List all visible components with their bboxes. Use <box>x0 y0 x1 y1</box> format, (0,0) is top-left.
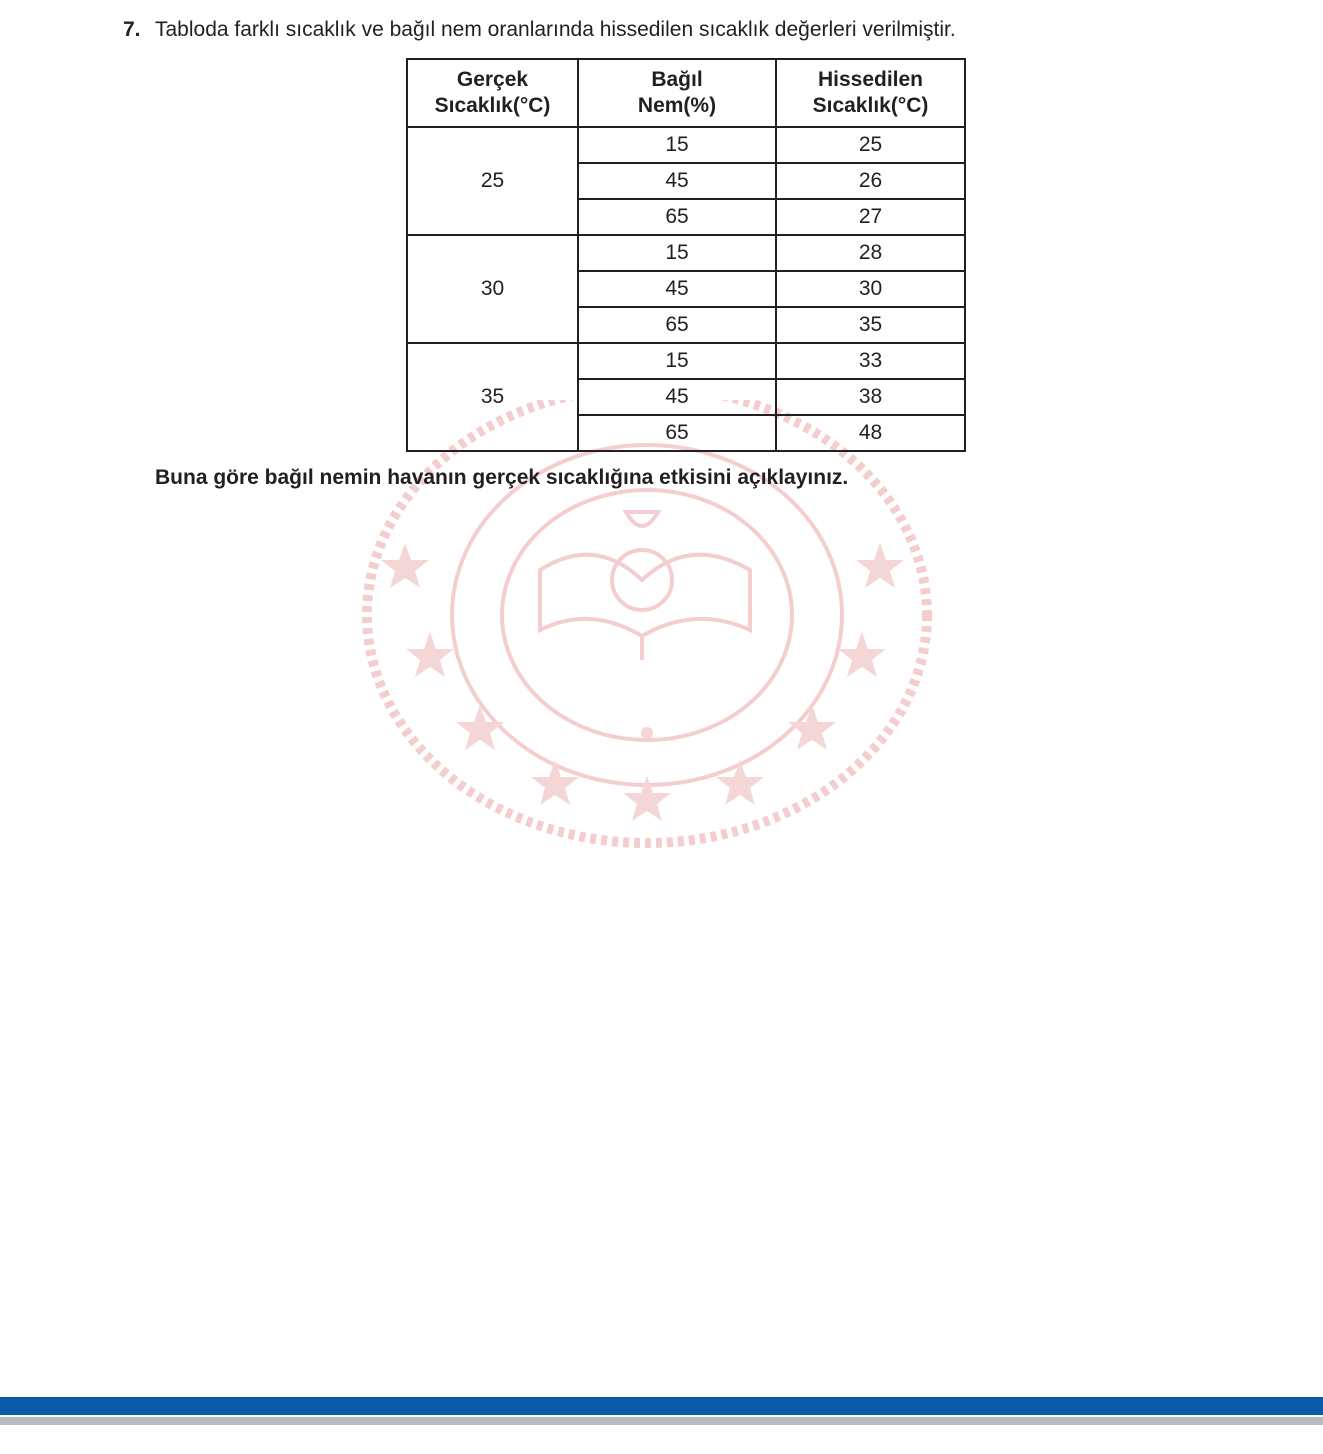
humidity-cell: 45 <box>578 163 776 199</box>
header-humidity-line1: Bağıl <box>651 68 703 91</box>
felt-temperature-cell: 25 <box>776 127 965 163</box>
heat-index-table <box>406 58 966 452</box>
header-felt-line1: Hissedilen <box>817 68 924 91</box>
humidity-cell: 65 <box>578 415 776 451</box>
header-humidity-line2: Nem(%) <box>637 94 717 117</box>
felt-temperature-cell: 26 <box>776 163 965 199</box>
felt-temperature-cell: 38 <box>776 379 965 415</box>
footer-blue-bar <box>0 1397 1323 1415</box>
question-body: Tabloda farklı sıcaklık ve bağıl nem oranlarında hissedilen sıcaklık değerleri verilmiştir. <box>155 18 956 41</box>
humidity-cell: 15 <box>578 235 776 271</box>
table-row <box>407 343 965 379</box>
header-actual-temperature <box>407 59 578 127</box>
header-relative-humidity <box>578 59 776 127</box>
felt-temperature-cell: 28 <box>776 235 965 271</box>
question-prompt: Buna göre bağıl nemin havanın gerçek sıcaklığına etkisini açıklayınız. <box>155 466 849 489</box>
felt-temperature-cell: 27 <box>776 199 965 235</box>
actual-temperature-cell: 25 <box>407 127 578 235</box>
header-actual-line1: Gerçek <box>456 68 529 91</box>
felt-temperature-cell: 35 <box>776 307 965 343</box>
humidity-cell: 45 <box>578 379 776 415</box>
table-row <box>407 235 965 271</box>
footer-gray-bar <box>0 1417 1323 1425</box>
felt-temperature-cell: 30 <box>776 271 965 307</box>
header-felt-temperature <box>776 59 965 127</box>
header-actual-line2: Sıcaklık(°C) <box>434 94 551 117</box>
felt-temperature-cell: 48 <box>776 415 965 451</box>
humidity-cell: 65 <box>578 307 776 343</box>
humidity-cell: 45 <box>578 271 776 307</box>
humidity-cell: 15 <box>578 343 776 379</box>
humidity-cell: 65 <box>578 199 776 235</box>
felt-temperature-cell: 33 <box>776 343 965 379</box>
actual-temperature-cell: 30 <box>407 235 578 343</box>
humidity-cell: 15 <box>578 127 776 163</box>
header-felt-line2: Sıcaklık(°C) <box>812 94 929 117</box>
question-text <box>123 16 956 44</box>
table-row <box>407 127 965 163</box>
question-number: 7. <box>123 18 141 41</box>
actual-temperature-cell: 35 <box>407 343 578 451</box>
table-header-row <box>407 59 965 127</box>
